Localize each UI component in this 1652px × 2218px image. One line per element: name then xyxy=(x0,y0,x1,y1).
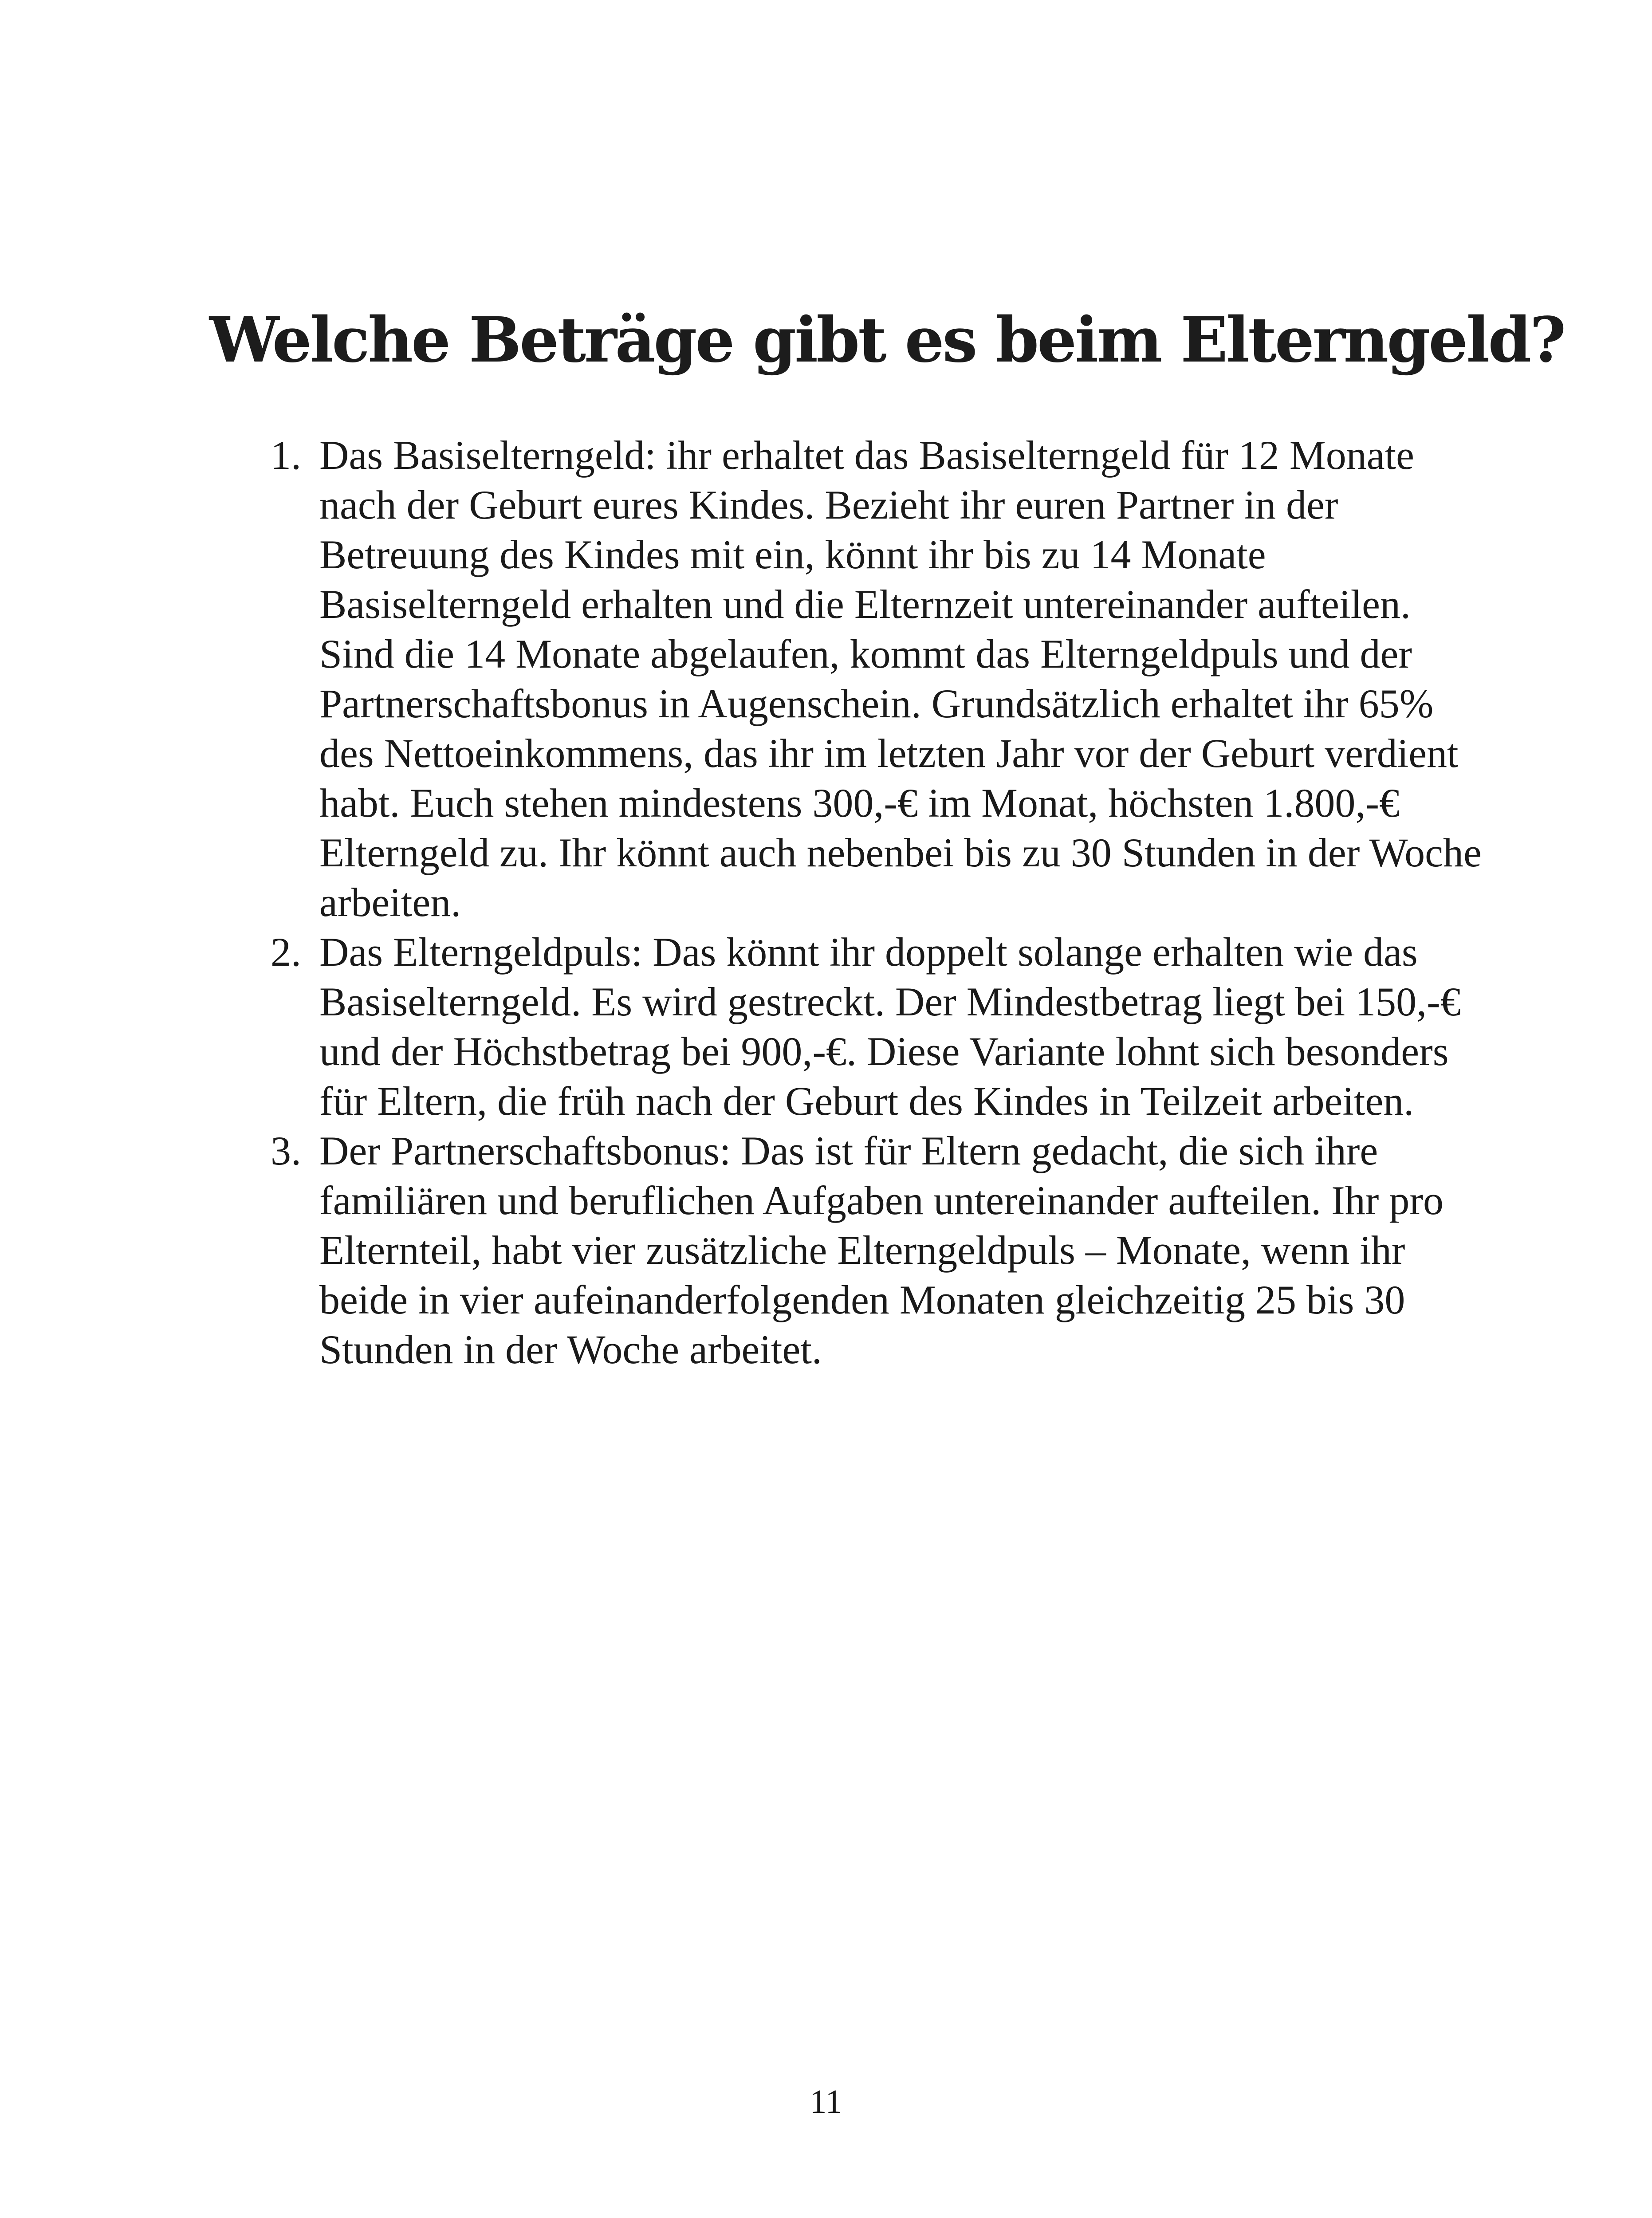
list-item-text: Der Partnerschaftsbonus: Das ist für Eltern gedacht, die sich ihre familiären und beruflichen Aufgaben untereinander aufteilen. Ihr pro Elternteil, habt vier zusätzliche Elterngeldpuls – Monate, wenn ihr beide in vier aufeinanderfolgenden Monaten gleichzeitig 25 bis 30 Stunden in der Woche arbeitet. xyxy=(319,1128,1444,1372)
amounts-list xyxy=(271,430,1486,1374)
list-item-number: 3. xyxy=(271,1128,301,1173)
list-item xyxy=(271,430,1486,927)
list-item-number: 1. xyxy=(271,433,301,478)
list-item xyxy=(271,927,1486,1126)
list-item-text: Das Elterngeldpuls: Das könnt ihr doppelt solange erhalten wie das Basiselterngeld. Es wird gestreckt. Der Mindestbetrag liegt bei 150,-€ und der Höchstbetrag bei 900,-€. Diese Variante lohnt sich besonders für Eltern, die früh nach der Geburt des Kindes in Teilzeit arbeiten. xyxy=(319,929,1461,1124)
page-number: 11 xyxy=(810,2083,842,2120)
list-item-text: Das Basiselterngeld: ihr erhaltet das Basiselterngeld für 12 Monate nach der Geburt eures Kindes. Bezieht ihr euren Partner in der Betreuung des Kindes mit ein, könnt ihr bis zu 14 Monate Basiselterngeld erhalten und die Elternzeit untereinander aufteilen. Sind die 14 Monate abgelaufen, kommt das Elterngeldpuls und der Partnerschaftsbonus in Augenschein. Grundsätzlich erhaltet ihr 65% des Nettoeinkommens, das ihr im letzten Jahr vor der Geburt verdient habt. Euch stehen mindestens 300,-€ im Monat, höchsten 1.800,-€ Elterngeld zu. Ihr könnt auch nebenbei bis zu 30 Stunden in der Woche arbeiten. xyxy=(319,433,1482,925)
page-heading: Welche Beträge gibt es beim Elterngeld? xyxy=(209,304,1565,377)
list-item-number: 2. xyxy=(271,929,301,975)
list-item xyxy=(271,1126,1486,1374)
